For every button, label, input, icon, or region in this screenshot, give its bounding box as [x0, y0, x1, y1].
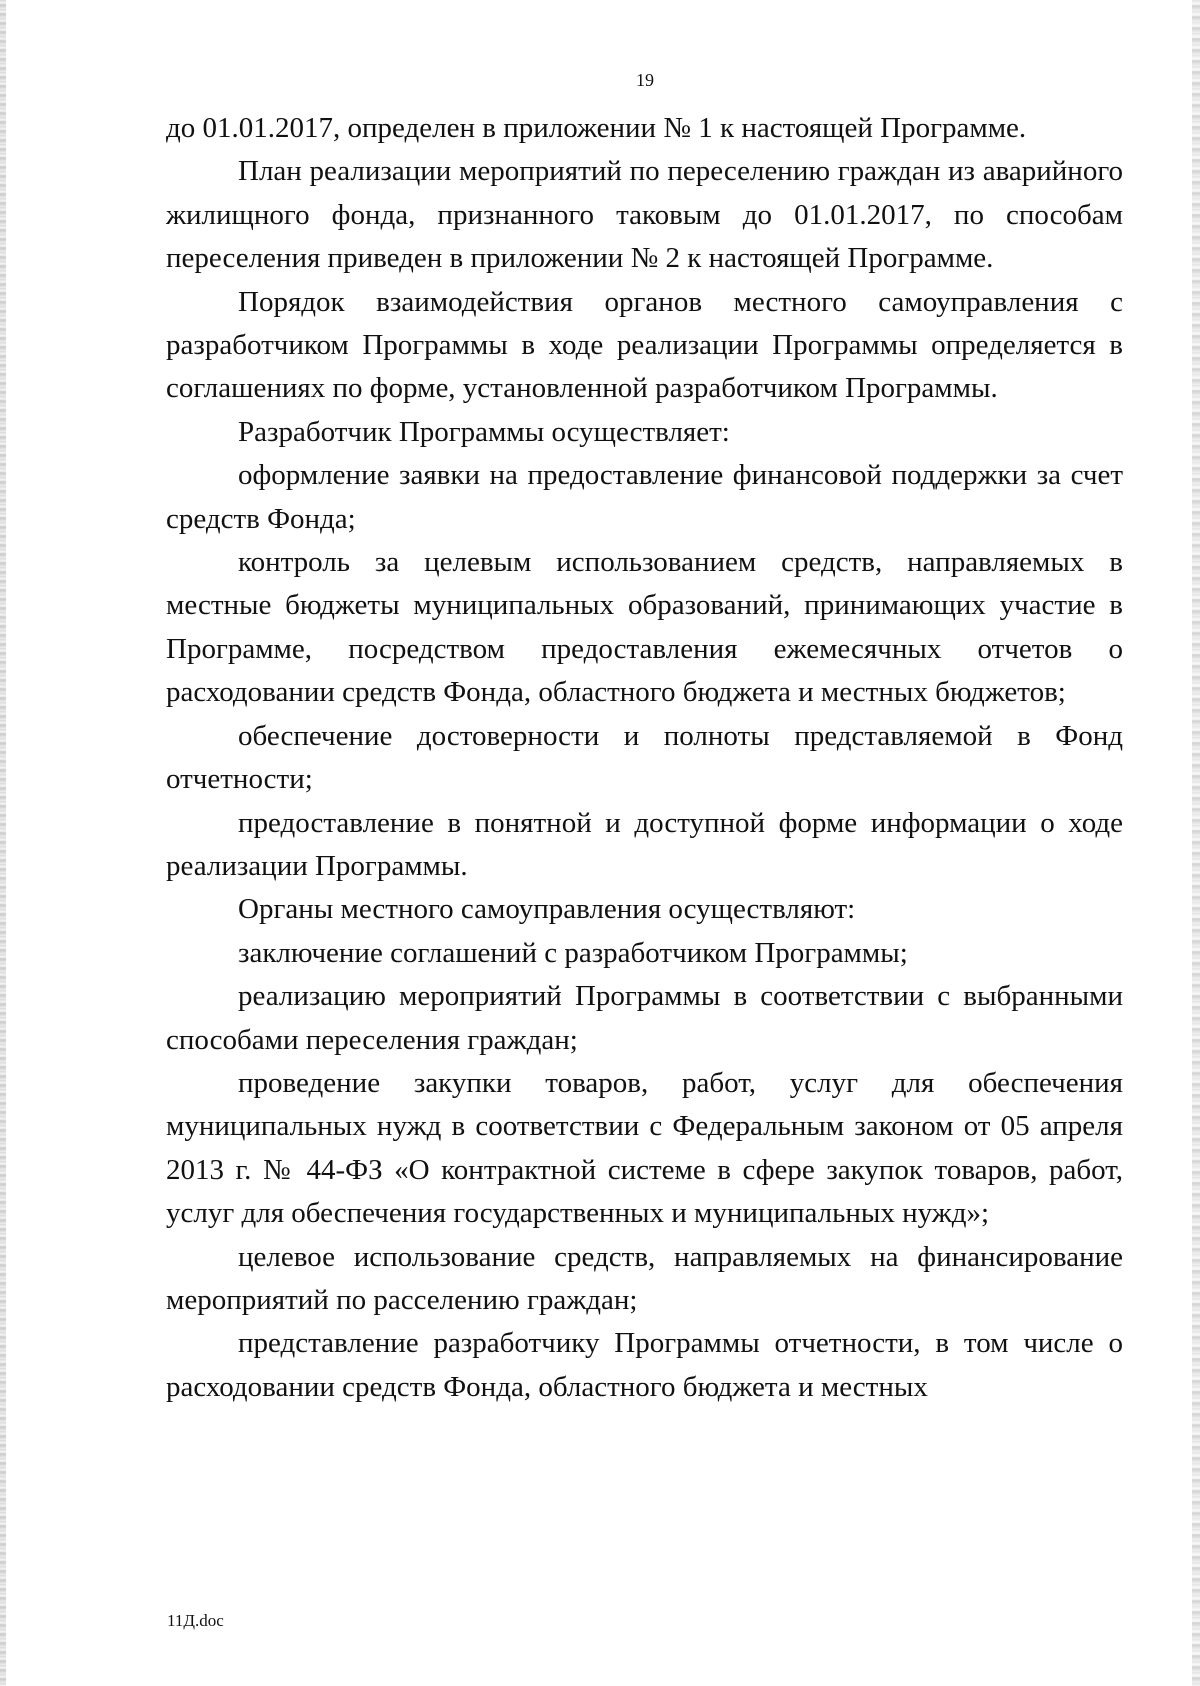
paragraph: Порядок взаимодействия органов местного самоуправления с разработчиком Программы в ходе реализации Программы определяется в соглашениях по форме, установленной разработчиком Программы.: [166, 285, 1123, 405]
paragraph: представление разработчику Программы отчетности, в том числе о расходовании средств Фонда, областного бюджета и местных: [166, 1327, 1123, 1403]
paragraph: План реализации мероприятий по переселению граждан из аварийного жилищного фонда, признанного таковым до 01.01.2017, по способам переселения приведен в приложении № 2 к настоящей Программе.: [166, 155, 1123, 275]
paragraph: проведение закупки товаров, работ, услуг для обеспечения муниципальных нужд в соответствии с Федеральным законом от 05 апреля 2013 г. № 44-ФЗ «О контрактной системе в сфере закупок товаров, работ, услуг для обеспечения государственных и муниципальных нужд»;: [166, 1066, 1123, 1230]
page-number: 19: [636, 70, 654, 90]
paragraph: оформление заявки на предоставление финансовой поддержки за счет средств Фонда;: [166, 459, 1123, 535]
scan-edge-left: [0, 0, 6, 1686]
paragraph: Разработчик Программы осуществляет:: [238, 415, 730, 448]
paragraph: до 01.01.2017, определен в приложении № 1 к настоящей Программе.: [166, 112, 1027, 144]
footer-filename: 11Д.doc: [167, 1611, 224, 1630]
paragraph: Органы местного самоуправления осуществляют:: [238, 893, 856, 926]
paragraph: целевое использование средств, направляемых на финансирование мероприятий по расселению граждан;: [166, 1240, 1123, 1316]
paragraph: реализацию мероприятий Программы в соответствии с выбранными способами переселения граждан;: [166, 980, 1123, 1056]
paragraph: контроль за целевым использованием средств, направляемых в местные бюджеты муниципальных образований, принимающих участие в Программе, посредством предоставления ежемесячных отчетов о расходовании средств Фонда, областного бюджета и местных бюджетов;: [166, 546, 1123, 709]
paragraph: заключение соглашений с разработчиком Программы;: [238, 936, 908, 969]
paragraph: обеспечение достоверности и полноты представляемой в Фонд отчетности;: [166, 719, 1123, 796]
paragraph: предоставление в понятной и доступной форме информации о ходе реализации Программы.: [166, 806, 1123, 882]
scan-edge-right: [1192, 0, 1200, 1686]
document-body: [166, 107, 1123, 1409]
